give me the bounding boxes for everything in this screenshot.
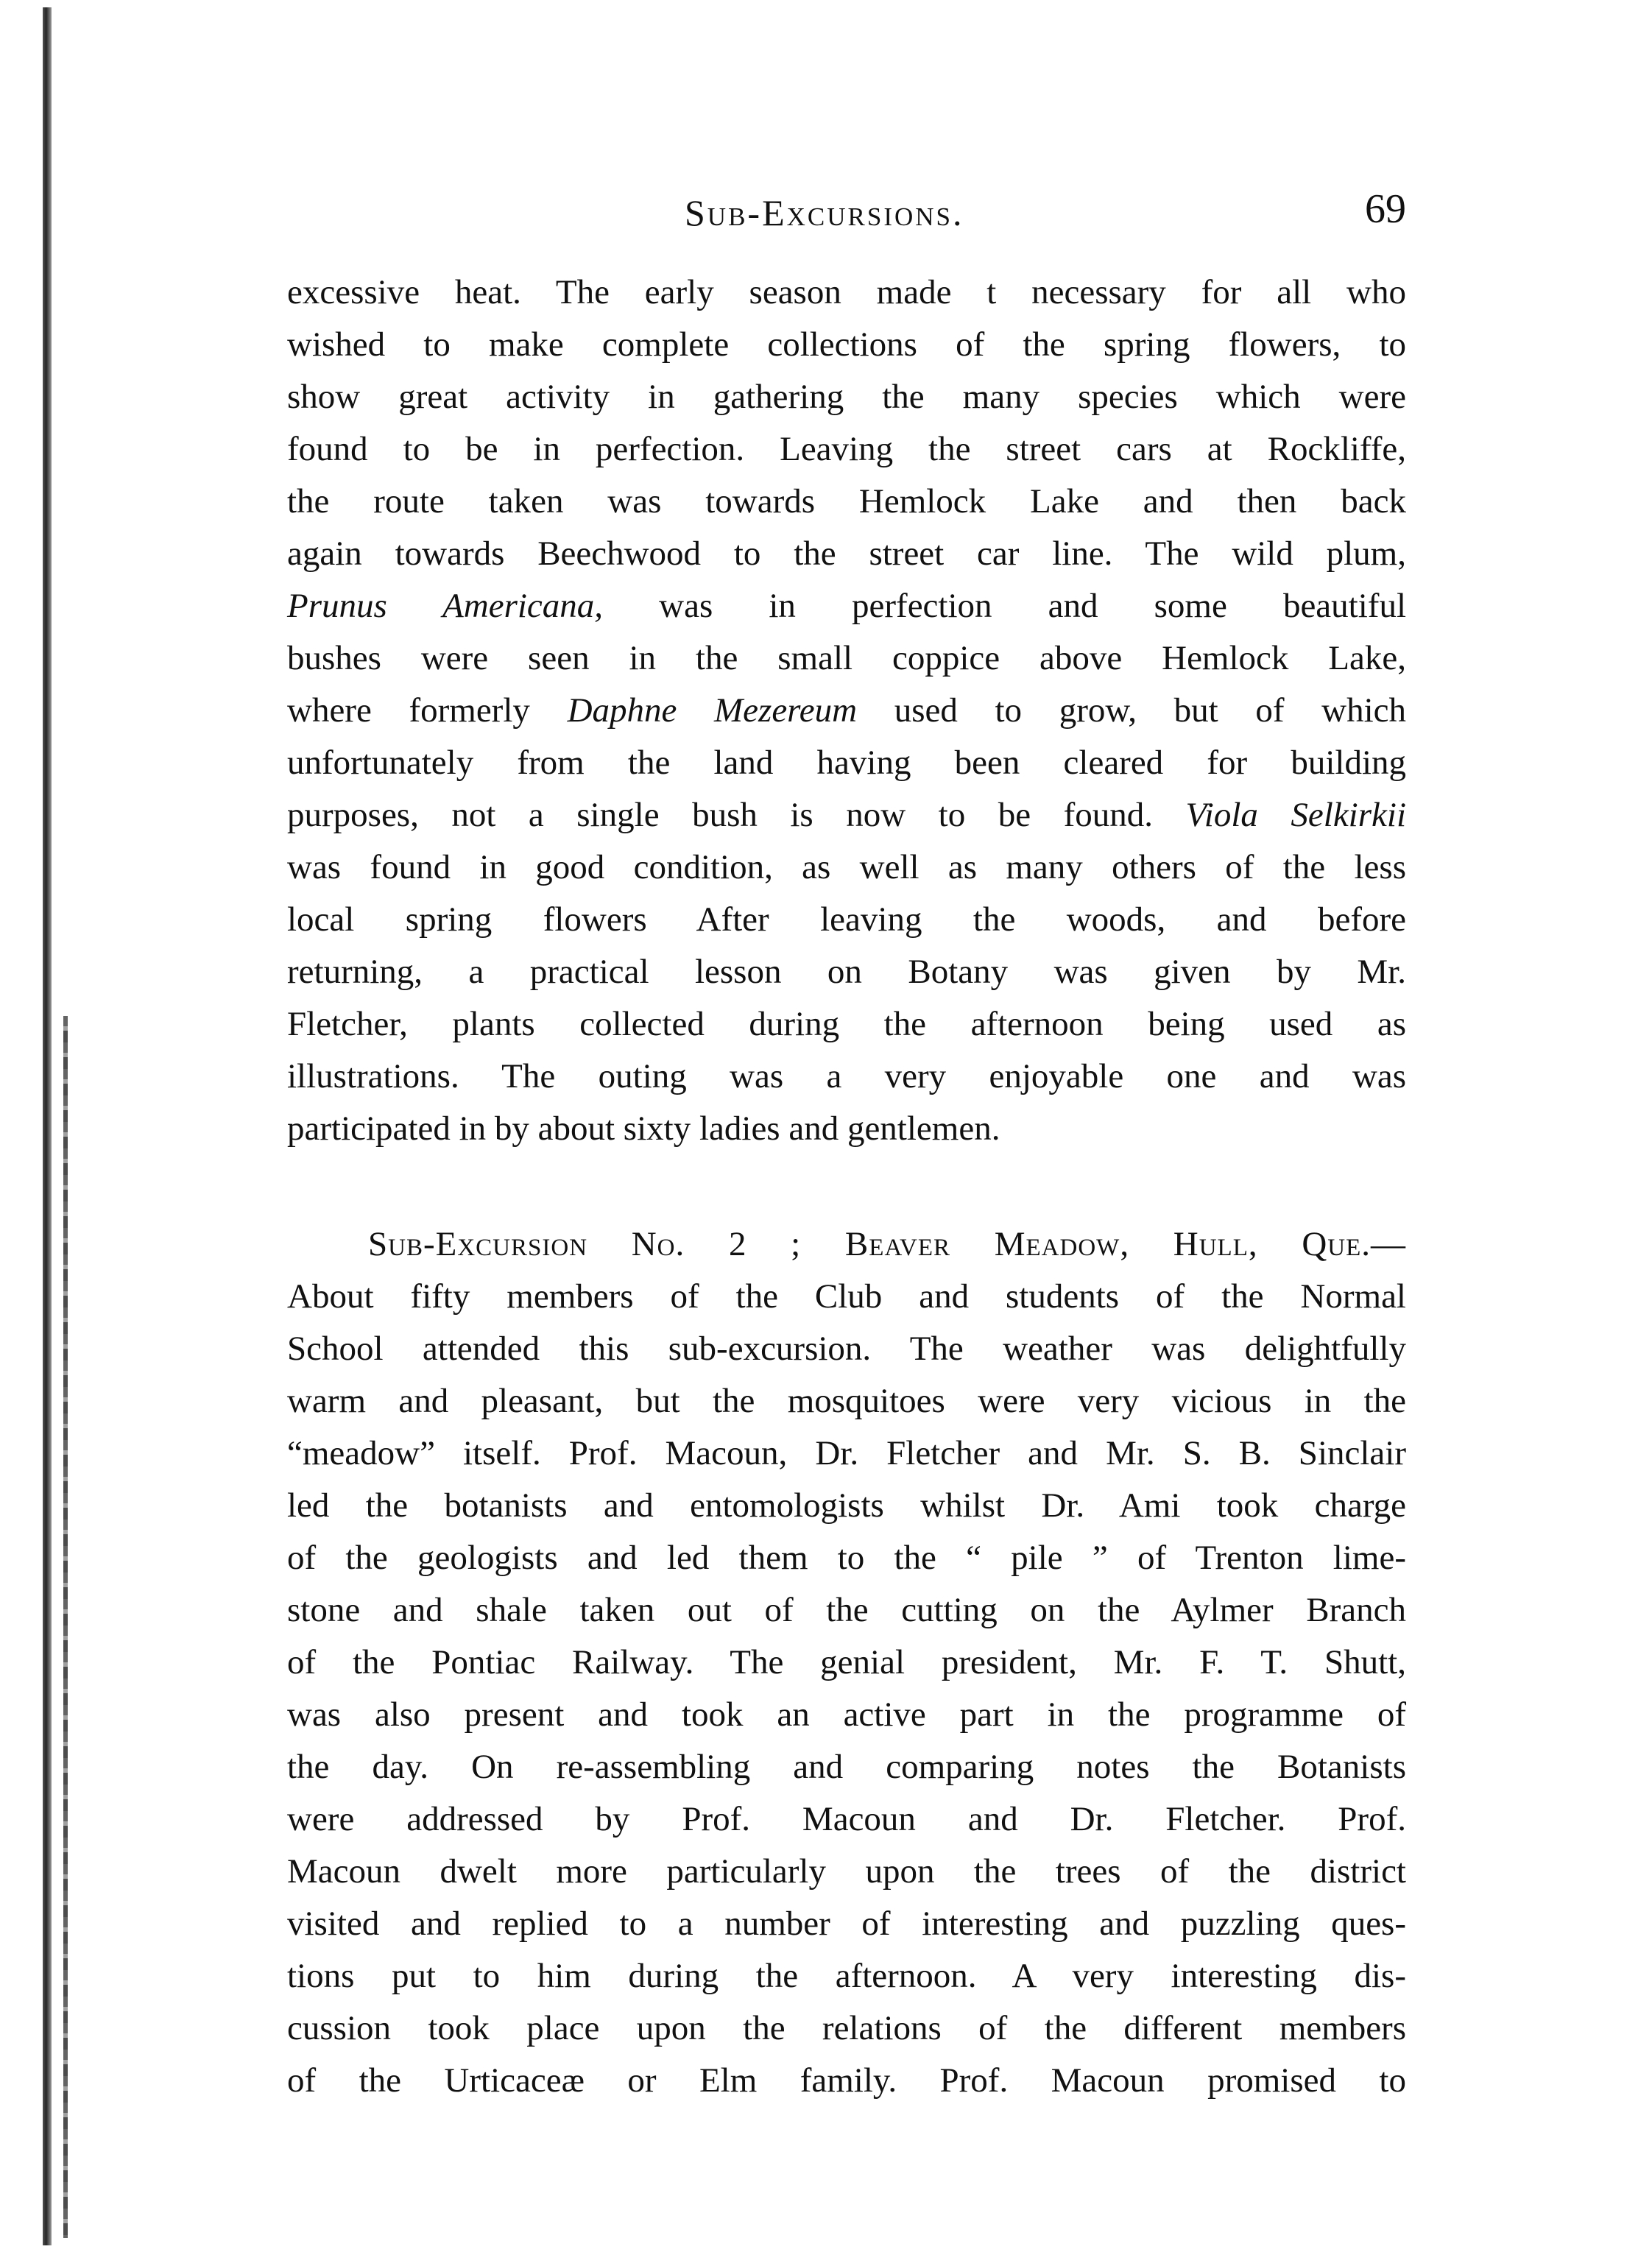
text-fragment: purposes, not a single bush is now to be found. <box>287 796 1154 834</box>
italic-term-daphne: Daphne Mezereum <box>567 691 858 730</box>
text-line: unfortunately from the land having been cleared for building <box>287 744 1406 782</box>
text-line: of the geologists and led them to the “ pile ” of Trenton lime- <box>287 1539 1406 1577</box>
italic-term-prunus: Prunus Americana, <box>287 587 604 625</box>
text-line: the route taken was towards Hemlock Lake and then back <box>287 482 1406 520</box>
text-line: of the Urticaceæ or Elm family. Prof. Macoun promised to <box>287 2061 1406 2100</box>
text-line: show great activity in gathering the many species which were <box>287 378 1406 416</box>
text-line: was found in good condition, as well as many others of the less <box>287 848 1406 886</box>
text-line: Fletcher, plants collected during the afternoon being used as <box>287 1005 1406 1043</box>
page-body <box>287 267 1406 2107</box>
text-line: was also present and took an active part in the programme of <box>287 1695 1406 1734</box>
text-line: returning, a practical lesson on Botany was given by Mr. <box>287 953 1406 991</box>
text-line: local spring flowers After leaving the woods, and before <box>287 900 1406 939</box>
text-line: warm and pleasant, but the mosquitoes were very vicious in the <box>287 1382 1406 1420</box>
text-line: excessive heat. The early season made t necessary for all who <box>287 273 1406 311</box>
section-heading: Sub-Excursion No. 2 ; Beaver Meadow, Hull, Que.— <box>368 1225 1406 1263</box>
page-binding-edge <box>43 7 52 2245</box>
text-line: participated in by about sixty ladies and gentlemen. <box>287 1109 1000 1148</box>
text-line: School attended this sub-excursion. The weather was delightfully <box>287 1330 1406 1368</box>
text-line: wished to make complete collections of the spring flowers, to <box>287 325 1406 364</box>
text-fragment: used to grow, but of which <box>894 691 1407 730</box>
text-line: the day. On re-assembling and comparing notes the Botanists <box>287 1748 1406 1786</box>
text-line: bushes were seen in the small coppice above Hemlock Lake, <box>287 639 1406 677</box>
running-head <box>287 186 1406 244</box>
text-line <box>287 685 1406 737</box>
text-line: of the Pontiac Railway. The genial president, Mr. F. T. Shutt, <box>287 1643 1406 1681</box>
text-fragment: where formerly <box>287 691 530 730</box>
paragraph-gap <box>287 1155 1406 1218</box>
text-line: cussion took place upon the relations of the different members <box>287 2009 1406 2047</box>
running-title: Sub-Excursions. <box>685 192 964 233</box>
text-fragment: was in perfection and some beautiful <box>659 587 1406 625</box>
text-line: stone and shale taken out of the cutting on the Aylmer Branch <box>287 1591 1406 1629</box>
italic-term-viola: Viola Selkirkii <box>1185 796 1406 834</box>
text-line: tions put to him during the afternoon. A very interesting dis- <box>287 1957 1406 1995</box>
text-line: “meadow” itself. Prof. Macoun, Dr. Fletcher and Mr. S. B. Sinclair <box>287 1434 1406 1472</box>
text-line: found to be in perfection. Leaving the street cars at Rockliffe, <box>287 430 1406 468</box>
text-line <box>287 789 1406 841</box>
text-line: were addressed by Prof. Macoun and Dr. Fletcher. Prof. <box>287 1800 1406 1838</box>
text-line <box>287 580 1406 632</box>
text-line: About fifty members of the Club and students of the Normal <box>287 1277 1406 1316</box>
text-line: visited and replied to a number of interesting and puzzling ques- <box>287 1905 1406 1943</box>
page-binding-shadow <box>63 1016 68 2238</box>
text-line: led the botanists and entomologists whilst Dr. Ami took charge <box>287 1486 1406 1525</box>
text-line: illustrations. The outing was a very enjoyable one and was <box>287 1057 1406 1095</box>
text-line: Macoun dwelt more particularly upon the trees of the district <box>287 1852 1406 1891</box>
page-number: 69 <box>1365 186 1406 232</box>
text-line: again towards Beechwood to the street car line. The wild plum, <box>287 534 1406 573</box>
